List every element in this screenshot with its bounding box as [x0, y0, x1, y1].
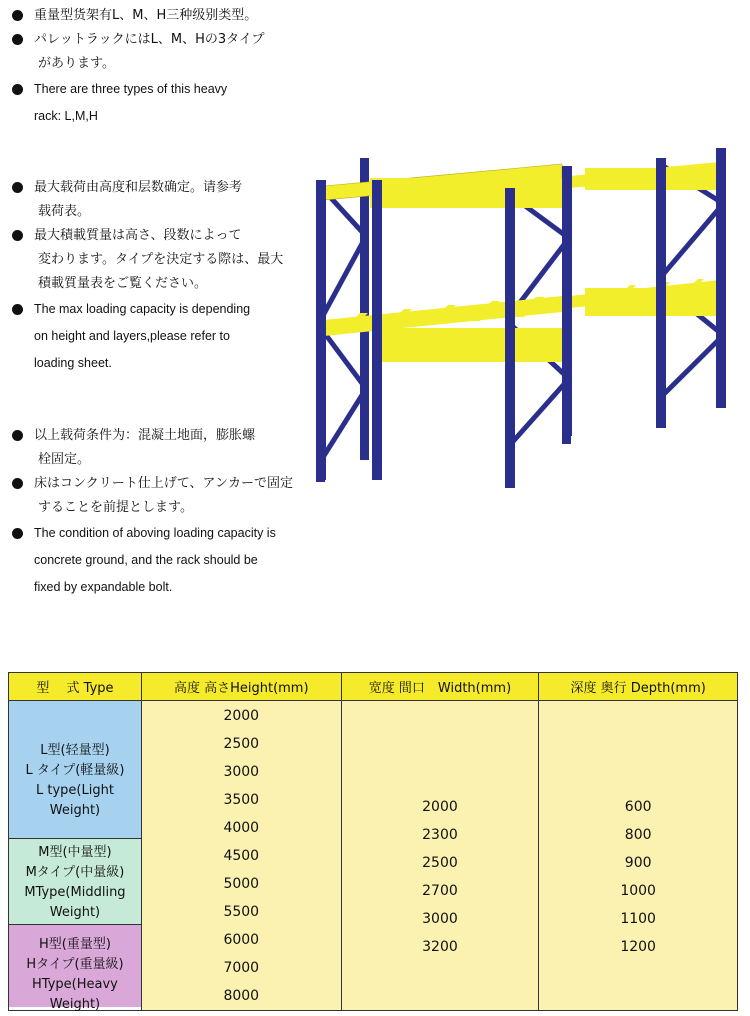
type-h-line: HType(Heavy Weight)	[32, 977, 118, 1012]
bullet-line	[10, 224, 283, 248]
type-column	[9, 701, 142, 1011]
line-text: 以上载荷条件为：混凝土地面，膨胀螺	[34, 428, 256, 443]
text-block	[10, 4, 264, 130]
bullet-dot-icon	[12, 84, 23, 95]
rack-brace	[320, 240, 364, 321]
rack-brace	[509, 382, 566, 446]
line-text: 栓固定。	[38, 452, 91, 467]
type-m-line: MType(Middling	[24, 885, 126, 900]
type-m-line: Mタイプ(中量級)	[25, 865, 125, 880]
header-height: 高度 高さHeight(mm)	[141, 673, 341, 701]
type-m-cell	[9, 839, 141, 925]
width-value: 3000	[422, 911, 458, 927]
height-value: 5500	[223, 904, 260, 920]
depth-value: 1000	[620, 883, 656, 899]
rack-upright-front	[316, 180, 326, 480]
type-l-cell	[9, 701, 141, 839]
width-value: 3200	[422, 939, 458, 955]
type-l-line: L型(轻量型)	[40, 743, 110, 758]
width-column	[341, 701, 539, 1011]
line-text: rack: L,M,H	[34, 109, 98, 123]
bullet-line	[10, 296, 283, 323]
rack-beam	[370, 178, 570, 208]
height-value: 5000	[223, 876, 260, 892]
text-block	[10, 176, 283, 377]
line-text: 最大载荷由高度和层数确定。请参考	[34, 180, 243, 195]
line-text: することを前提とします。	[38, 500, 193, 515]
rack-upright	[360, 158, 369, 460]
rack-beam	[585, 288, 720, 316]
bullet-dot-icon	[12, 430, 23, 441]
rack-upright-front	[716, 148, 726, 408]
width-value: 2500	[422, 855, 458, 871]
line-text: があります。	[38, 56, 115, 71]
specification-table	[8, 672, 738, 1011]
line-text: There are three types of this heavy	[34, 82, 228, 96]
height-value: 8000	[223, 988, 260, 1004]
width-value: 2300	[422, 827, 458, 843]
continuation-line	[10, 103, 264, 130]
continuation-line	[10, 323, 283, 350]
line-text: loading sheet.	[34, 356, 112, 370]
bullet-dot-icon	[12, 528, 23, 539]
continuation-line	[10, 496, 293, 520]
continuation-line	[10, 574, 293, 601]
rack-upright-front	[656, 158, 666, 428]
bullet-line	[10, 76, 264, 103]
continuation-line	[10, 248, 283, 272]
bullet-line	[10, 176, 283, 200]
line-text: 変わります。タイプを決定する際は、最大	[38, 252, 284, 267]
pallet-rack-illustration	[300, 148, 740, 498]
width-value: 2000	[422, 799, 458, 815]
bullet-dot-icon	[12, 10, 23, 21]
rack-upright-front	[562, 166, 572, 436]
continuation-line	[10, 448, 293, 472]
height-value: 2000	[223, 708, 260, 724]
height-value: 7000	[223, 960, 260, 976]
depth-value: 800	[624, 827, 652, 843]
table-header-row	[9, 673, 738, 701]
height-value: 6000	[223, 932, 260, 948]
depth-column	[539, 701, 738, 1011]
continuation-line	[10, 350, 283, 377]
type-h-line: Hタイプ(重量級)	[26, 957, 124, 972]
continuation-line	[10, 52, 264, 76]
type-m-line: Weight)	[49, 905, 101, 920]
bullet-line	[10, 424, 293, 448]
rack-beam	[585, 168, 720, 190]
type-h-line: H型(重量型)	[39, 937, 111, 952]
depth-value: 1200	[620, 939, 656, 955]
continuation-line	[10, 547, 293, 574]
depth-value: 900	[624, 855, 652, 871]
line-text: on height and layers,please refer to	[34, 329, 230, 343]
header-type: 型 式 Type	[9, 673, 142, 701]
height-column	[141, 701, 341, 1011]
line-text: concrete ground, and the rack should be	[34, 553, 258, 567]
rack-brace	[660, 339, 720, 399]
line-text: 重量型货架有L、M、H三种级别类型。	[34, 8, 258, 23]
bullet-line	[10, 28, 264, 52]
rack-beam	[374, 328, 570, 362]
depth-value: 600	[624, 799, 652, 815]
bullet-dot-icon	[12, 304, 23, 315]
rack-brace	[320, 327, 364, 386]
bullet-dot-icon	[12, 34, 23, 45]
bullet-dot-icon	[12, 230, 23, 241]
line-text: 積載質量表をご覧ください。	[38, 276, 208, 291]
width-value: 2700	[422, 883, 458, 899]
rack-brace	[320, 392, 364, 462]
rack-upright-front	[505, 188, 515, 488]
line-text: 床はコンクリート仕上げて、アンカーで固定	[34, 476, 293, 491]
type-l-line: L type(Light Weight)	[35, 783, 114, 818]
height-value: 4500	[223, 848, 260, 864]
text-block	[10, 424, 293, 601]
header-depth: 深度 奥行 Depth(mm)	[539, 673, 738, 701]
depth-value: 1100	[620, 911, 656, 927]
type-m-line: M型(中量型)	[38, 845, 112, 860]
line-text: The condition of aboving loading capacity is	[34, 526, 276, 540]
height-value: 3500	[223, 792, 260, 808]
type-h-cell	[9, 925, 141, 1012]
height-value: 4000	[223, 820, 260, 836]
bullet-dot-icon	[12, 478, 23, 489]
height-value: 2500	[223, 736, 260, 752]
rack-upright-front	[372, 180, 382, 480]
line-text: fixed by expandable bolt.	[34, 580, 173, 594]
bullet-dot-icon	[12, 182, 23, 193]
type-l-line: L タイプ(軽量級)	[25, 763, 125, 778]
continuation-line	[10, 272, 283, 296]
line-text: 最大積載質量は高さ、段数によって	[34, 228, 242, 243]
bullet-line	[10, 472, 293, 496]
bullet-line	[10, 520, 293, 547]
height-value: 3000	[223, 764, 260, 780]
rack-brace	[660, 208, 720, 279]
line-text: 载荷表。	[38, 204, 91, 219]
line-text: パレットラックにはL、M、Hの3タイプ	[34, 32, 265, 47]
continuation-line	[10, 200, 283, 224]
bullet-line	[10, 4, 264, 28]
header-width: 宽度 間口 Width(mm)	[341, 673, 539, 701]
line-text: The max loading capacity is depending	[34, 302, 251, 316]
